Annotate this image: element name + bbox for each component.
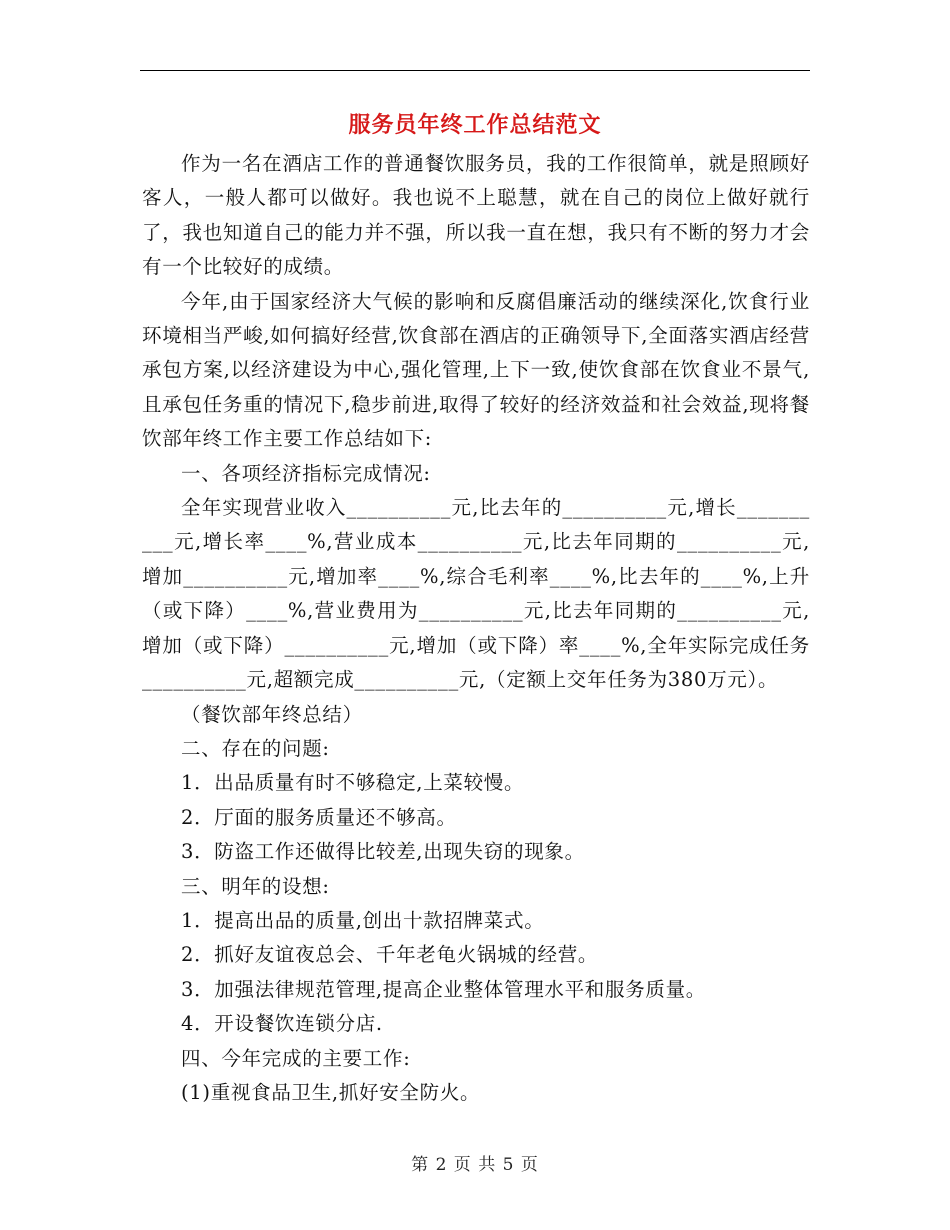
- list-item: 2．厅面的服务质量还不够高。: [181, 805, 457, 829]
- section-heading-indicators: 一、各项经济指标完成情况:: [181, 461, 431, 485]
- list-item: 3．加强法律规范管理,提高企业整体管理水平和服务质量。: [181, 977, 707, 1001]
- note-line: （餐饮部年终总结）: [181, 702, 363, 726]
- list-item: 3．防盗工作还做得比较差,出现失窃的现象。: [181, 840, 585, 864]
- paragraph-intro: 作为一名在酒店工作的普通餐饮服务员，我的工作很简单，就是照顾好客人，一般人都可以做好。我也说不上聪慧，就在自己的岗位上做好就行了，我也知道自己的能力并不强，所以我一直在想，我只有不断的努力才会有一个比较好的成绩。: [142, 152, 810, 279]
- list-item: 4．开设餐饮连锁分店.: [181, 1012, 383, 1036]
- paragraph-overview: 今年,由于国家经济大气候的影响和反腐倡廉活动的继续深化,饮食行业环境相当严峻,如何搞好经营,饮食部在酒店的正确领导下,全面落实酒店经营承包方案,以经济建设为中心,强化管理,上下一致,使饮食部在饮食业不景气,且承包任务重的情况下,稳步前进,取得了较好的经济效益和社会效益,现将餐饮部年终工作主要工作总结如下:: [142, 289, 810, 451]
- section-heading-plans: 三、明年的设想:: [181, 874, 330, 898]
- document-title: 服务员年终工作总结范文: [348, 113, 602, 138]
- header-rule: [140, 70, 810, 71]
- list-item: 1．提高出品的质量,创出十款招牌菜式。: [181, 908, 545, 932]
- section-heading-problems: 二、存在的问题:: [181, 736, 330, 760]
- paragraph-indicators: 全年实现营业收入__________元,比去年的__________元,增长__________元,增长率____%,营业成本__________元,比去年同期的__________元,增加__________元,增加率____%,综合毛利率____%,比去年的____%,上升（或下降）____%,营业费用为__________元,比去年同期的__________元,增加（或下降）__________元,增加（或下降）率____%,全年实际完成任务__________元,超额完成__________元,（定额上交年任务为380万元）。: [142, 496, 810, 692]
- document-body: [142, 147, 810, 1110]
- list-item: 2．抓好友谊夜总会、千年老龟火锅城的经营。: [181, 943, 599, 967]
- section-heading-achievements: 四、今年完成的主要工作:: [181, 1046, 411, 1070]
- page-number: 第 2 页 共 5 页: [411, 1155, 539, 1175]
- list-item: 1．出品质量有时不够稳定,上菜较慢。: [181, 771, 525, 795]
- list-item: (1)重视食品卫生,抓好安全防火。: [181, 1080, 481, 1104]
